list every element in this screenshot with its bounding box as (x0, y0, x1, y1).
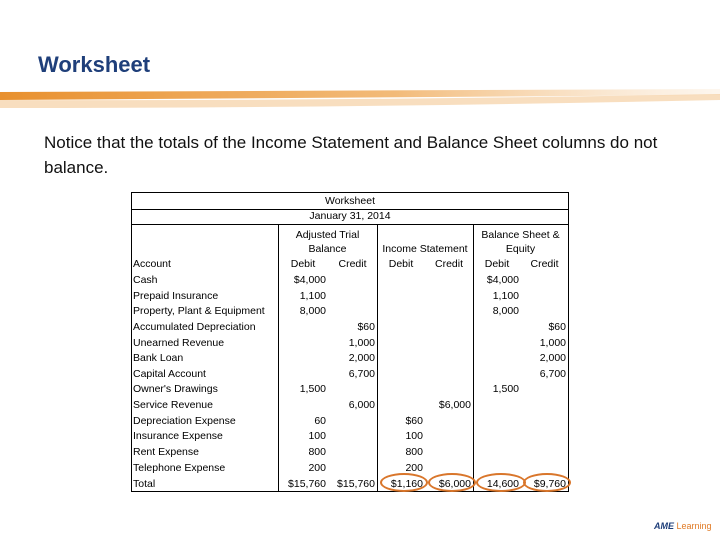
amount-atb-debit: 200 (308, 462, 326, 474)
account-name: Service Revenue (133, 399, 213, 411)
account-name: Prepaid Insurance (133, 290, 219, 302)
amount-atb-credit: 1,000 (348, 337, 375, 349)
account-name: Insurance Expense (133, 430, 223, 442)
amount-atb-debit: 60 (314, 415, 326, 427)
amount-bs-credit: 6,700 (539, 368, 566, 380)
amount-is-credit: $6,000 (438, 399, 471, 411)
header-account: Account (133, 258, 171, 270)
amount-atb-credit: $15,760 (337, 478, 375, 490)
is-credit-total-highlight (428, 473, 476, 492)
amount-atb-credit: 6,700 (348, 368, 375, 380)
account-name: Cash (133, 274, 158, 286)
amount-is-credit: $6,000 (438, 478, 471, 490)
amount-is-debit: $60 (405, 415, 423, 427)
header-is-credit: Credit (434, 258, 463, 270)
amount-is-debit: 200 (405, 462, 423, 474)
atb-group-label-1: Adjusted Trial (295, 229, 360, 241)
amount-atb-debit: 1,100 (299, 290, 326, 302)
amount-bs-debit: 8,000 (492, 305, 519, 317)
amount-atb-debit: 8,000 (299, 305, 326, 317)
amount-bs-credit: $60 (548, 321, 566, 333)
amount-atb-debit: 1,500 (299, 383, 326, 395)
header-is-debit: Debit (388, 258, 414, 270)
header-bs-credit: Credit (530, 258, 559, 270)
account-name: Total (133, 478, 156, 490)
amount-is-debit: 800 (405, 446, 423, 458)
account-name: Property, Plant & Equipment (133, 305, 265, 317)
ame-learning-logo (654, 521, 712, 531)
header-atb-debit: Debit (290, 258, 316, 270)
bs-debit-total-highlight (476, 473, 526, 492)
amount-atb-debit: 100 (308, 430, 326, 442)
slide-title: Worksheet (38, 52, 151, 77)
amount-bs-debit: $4,000 (486, 274, 519, 286)
amount-is-debit: 100 (405, 430, 423, 442)
amount-atb-debit: $4,000 (293, 274, 326, 286)
amount-bs-credit: $9,760 (533, 478, 566, 490)
account-name: Bank Loan (133, 352, 184, 364)
amount-is-debit: $1,160 (390, 478, 423, 490)
amount-bs-debit: 1,500 (492, 383, 519, 395)
logo-brand: AME (654, 521, 674, 531)
header-bs-debit: Debit (484, 258, 510, 270)
amount-bs-credit: 1,000 (539, 337, 566, 349)
amount-atb-credit: 2,000 (348, 352, 375, 364)
amount-atb-credit: 6,000 (348, 399, 375, 411)
intro-text: Notice that the totals of the Income Statement and Balance Sheet columns do not balance. (44, 133, 658, 177)
account-name: Rent Expense (133, 446, 199, 458)
amount-atb-debit: 800 (308, 446, 326, 458)
worksheet-date: January 31, 2014 (309, 210, 391, 222)
account-name: Telephone Expense (133, 462, 226, 474)
amount-bs-credit: 2,000 (539, 352, 566, 364)
account-name: Accumulated Depreciation (133, 321, 256, 333)
account-name: Owner's Drawings (133, 383, 218, 395)
worksheet-table (131, 192, 569, 492)
bs-group-label-1: Balance Sheet & (481, 229, 560, 241)
atb-group-label-2: Balance (308, 243, 347, 255)
logo-sub: Learning (676, 521, 712, 531)
amount-atb-credit: $60 (357, 321, 375, 333)
bs-group-label-2: Equity (505, 243, 536, 255)
amount-bs-debit: 14,600 (486, 478, 519, 490)
decorative-swoosh (0, 88, 720, 114)
account-name: Depreciation Expense (133, 415, 236, 427)
account-name: Unearned Revenue (133, 337, 225, 349)
amount-bs-debit: 1,100 (492, 290, 519, 302)
is-group-label: Income Statement (382, 243, 468, 255)
bs-credit-total-highlight (523, 473, 571, 492)
account-name: Capital Account (133, 368, 206, 380)
is-debit-total-highlight (380, 473, 428, 492)
amount-atb-debit: $15,760 (288, 478, 326, 490)
worksheet-title: Worksheet (325, 195, 375, 207)
header-atb-credit: Credit (338, 258, 367, 270)
